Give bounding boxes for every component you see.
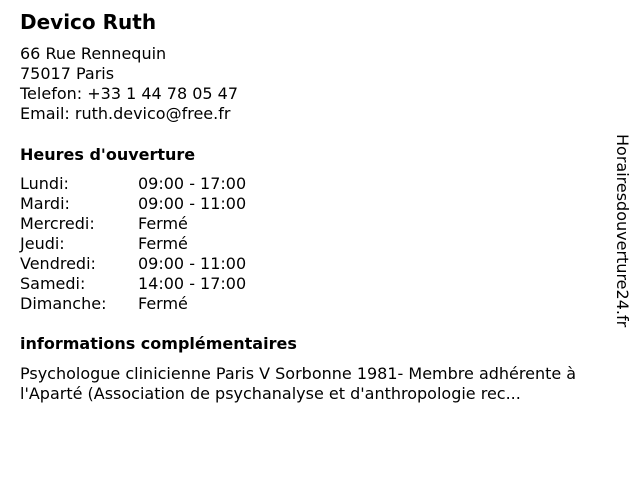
day-label: Samedi:	[20, 274, 86, 293]
business-name: Devico Ruth	[20, 10, 157, 34]
day-label: Lundi:	[20, 174, 69, 193]
hours-row-friday	[20, 254, 320, 274]
additional-info-text	[20, 364, 632, 404]
city-postcode: 75017 Paris	[20, 64, 115, 83]
day-label: Mardi:	[20, 194, 70, 213]
opening-hours-heading: Heures d'ouverture	[20, 145, 196, 164]
contact-block	[20, 44, 238, 124]
hours-row-tuesday	[20, 194, 320, 214]
hours-row-wednesday	[20, 214, 320, 234]
day-label: Vendredi:	[20, 254, 96, 273]
hours-row-saturday	[20, 274, 320, 294]
hours-value: Fermé	[138, 294, 188, 313]
additional-info-heading: informations complémentaires	[20, 334, 297, 353]
hours-value: 14:00 - 17:00	[138, 274, 247, 293]
hours-value: Fermé	[138, 234, 188, 253]
hours-row-monday	[20, 174, 320, 194]
hours-row-thursday	[20, 234, 320, 254]
day-label: Mercredi:	[20, 214, 95, 233]
site-watermark: Horairesdouverture24.fr	[613, 134, 632, 328]
info-line: Psychologue clinicienne Paris V Sorbonne 1981- Membre adhérente à	[20, 364, 577, 383]
hours-value: Fermé	[138, 214, 188, 233]
info-line: l'Aparté (Association de psychanalyse et d'anthropologie rec...	[20, 384, 521, 403]
hours-value: 09:00 - 17:00	[138, 174, 247, 193]
hours-value: 09:00 - 11:00	[138, 254, 247, 273]
day-label: Jeudi:	[20, 234, 65, 253]
opening-hours-table	[20, 174, 320, 314]
hours-row-sunday	[20, 294, 320, 314]
email-address: Email: ruth.devico@free.fr	[20, 104, 231, 123]
phone-number: Telefon: +33 1 44 78 05 47	[20, 84, 239, 103]
street-address: 66 Rue Rennequin	[20, 44, 167, 63]
day-label: Dimanche:	[20, 294, 107, 313]
hours-value: 09:00 - 11:00	[138, 194, 247, 213]
